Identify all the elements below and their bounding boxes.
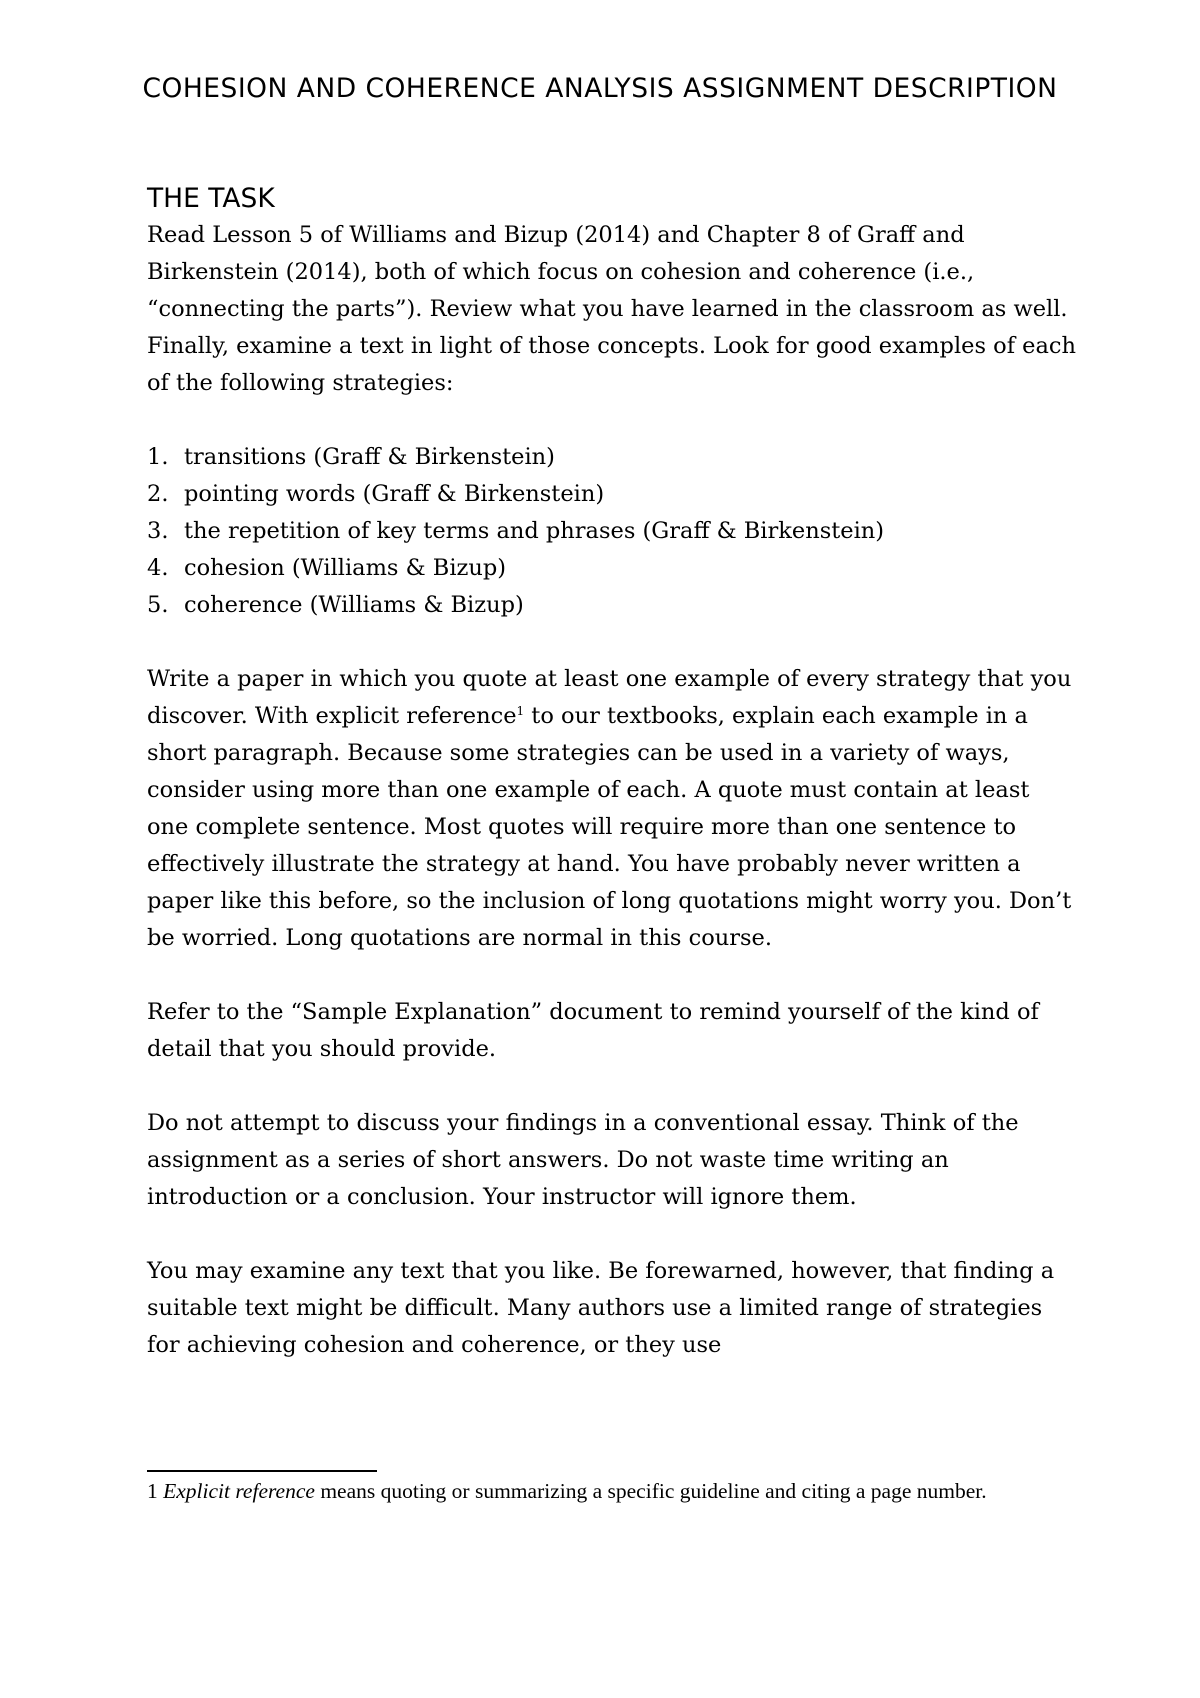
list-item-number: 2. xyxy=(147,481,169,507)
list-item-number: 4. xyxy=(147,555,169,581)
list-item xyxy=(147,587,1077,624)
list-item xyxy=(147,513,1077,550)
list-item-number: 1. xyxy=(147,444,169,470)
intro-paragraph: Read Lesson 5 of Williams and Bizup (2014) and Chapter 8 of Graff and Birkenstein (2014), both of which focus on cohesion and coherence (i.e., “connecting the parts”). Review what you have learned in the classroom as well. Finally, examine a text in light of those concepts. Look for good examples of each of the following strategies: xyxy=(147,222,1077,396)
document-title: COHESION AND COHERENCE ANALYSIS ASSIGNMENT DESCRIPTION xyxy=(142,73,1058,104)
section-heading: THE TASK xyxy=(147,183,275,214)
essay-paragraph: Do not attempt to discuss your findings in a conventional essay. Think of the assignment as a series of short answers. Do not waste time writing an introduction or a conclusion. Your instructor will ignore them. xyxy=(147,1110,1019,1210)
list-item-number: 5. xyxy=(147,592,169,618)
list-item-text: cohesion (Williams & Bizup) xyxy=(184,555,507,581)
list-item-text: pointing words (Graff & Birkenstein) xyxy=(184,481,605,507)
write-paragraph-end: to our textbooks, explain each example in a short paragraph. Because some strategies can be used in a variety of ways, consider using more than one example of each. A quote must contain at least one complete sentence. Most quotes will require more than one sentence to effectively illustrate the strategy at hand. You have probably never written a paper like this before, so the inclusion of long quotations might worry you. Don’t be worried. Long quotations are normal in this course. xyxy=(147,703,1072,951)
list-item-number: 3. xyxy=(147,518,169,544)
footnote-reference[interactable]: 1 xyxy=(516,704,525,718)
list-item-text: the repetition of key terms and phrases (Graff & Birkenstein) xyxy=(184,518,885,544)
document-body xyxy=(147,181,1077,1401)
footnote xyxy=(147,1477,1077,1506)
list-item-text: coherence (Williams & Bizup) xyxy=(184,592,524,618)
list-item xyxy=(147,550,1077,587)
list-item xyxy=(147,439,1077,476)
strategy-list xyxy=(147,439,1077,624)
list-item-text: transitions (Graff & Birkenstein) xyxy=(184,444,555,470)
footnote-number: 1 xyxy=(147,1479,158,1503)
footnote-term: Explicit reference xyxy=(163,1479,315,1503)
footnote-divider xyxy=(147,1470,377,1472)
write-paragraph xyxy=(147,661,1077,957)
write-paragraph-start: Write a paper in which you quote at least one example of every strategy that you discover. With explicit reference xyxy=(147,666,1072,729)
footnote-text: means quoting or summarizing a specific guideline and citing a page number. xyxy=(314,1479,987,1503)
text-choice-paragraph: You may examine any text that you like. Be forewarned, however, that finding a suitable text might be difficult. Many authors use a limited range of strategies for achieving cohesion and coherence, or they use xyxy=(147,1258,1055,1358)
list-item xyxy=(147,476,1077,513)
refer-paragraph: Refer to the “Sample Explanation” document to remind yourself of the kind of detail that you should provide. xyxy=(147,999,1039,1062)
